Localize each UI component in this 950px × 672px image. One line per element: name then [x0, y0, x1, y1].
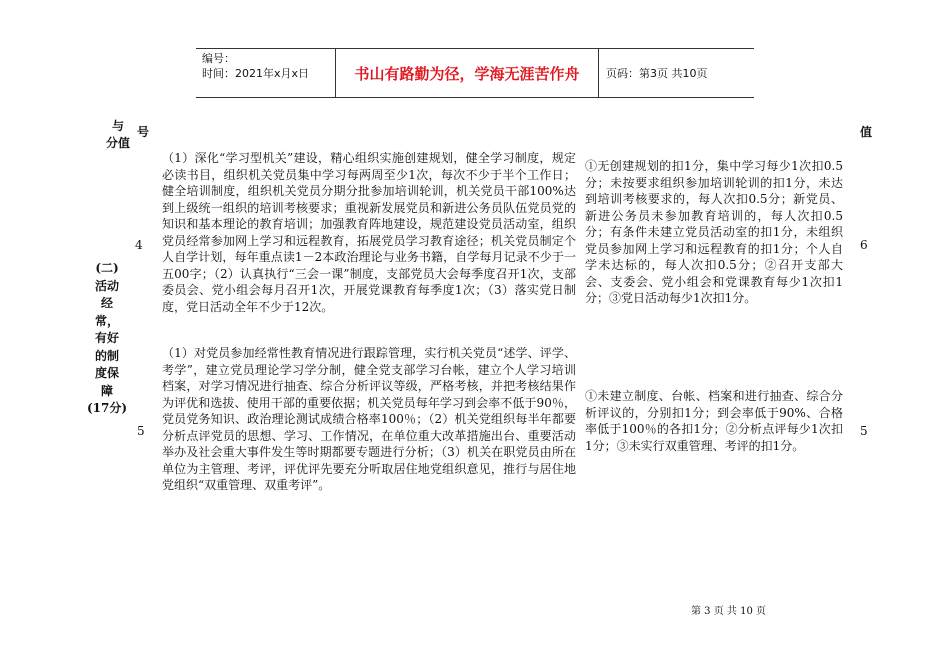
row-standard-text: （1）深化“学习型机关”建设，精心组织实施创建规划，健全学习制度，规定必读书目，组织机关党员集中学习每两周至少1次，每次不少于半个工作日；健全培训制度，组织机关党员分期分批参加培训轮训，机关党员干部100%达到上级统一组织的培训考核要求；重视新发展党员和新进公务员队伍党员党的知识和基本理论的教育培训；加强教育阵地建设，规范建设党员活动室，组织党员经常参加网上学习和远程教育，拓展党员学习教育途径；机关党员制定个人自学计划，每年重点读1－2本政治理论与业务书籍，自学每月记录不少于一五00字；（2）认真执行“三会一课”制度，支部党员大会每季度召开1次，支部委员会、党小组会每月召开1次，开展党课教育每季度1次；（3）落实党日制度，党日活动全年不少于12次。	[162, 151, 576, 314]
header-meta	[196, 49, 336, 97]
row-value: 6	[860, 238, 868, 252]
header-motto: 书山有路勤为径，学海无涯苦作舟	[336, 49, 599, 97]
section-title: (二) 活动 经 常， 有好 的制 度保 障 (17分)	[86, 261, 128, 415]
date-label: 时间：2021年x月x日	[202, 67, 310, 80]
row-value: 5	[860, 424, 868, 438]
page-footer: 第 3 页 共 10 页	[691, 606, 766, 617]
column-header-value: 值	[859, 125, 872, 139]
row-score: 5	[137, 424, 145, 438]
row-score: 4	[135, 238, 143, 252]
row-standard-text: （1）对党员参加经常性教育情况进行跟踪管理，实行机关党员“述学、评学、考学”，建立党员理论学习学分制，健全党支部学习台帐，建立个人学习培训档案，对学习情况进行抽查、综合分析评议等级，严格考核，并把考核结果作为评优和选拔、使用干部的重要依据；机关党员每年学习到会率不低于90％，党员党务知识、政治理论测试成绩合格率100％；（2）机关党组织每半年都要分析点评党员的思想、学习、工作情况，在单位重大改革措施出台、重要活动举办及社会重大事件发生等时期都要专题进行分析；（3）机关在职党员由所在单位为主管理、考评，评优评先要充分听取居住地党组织意见，推行与居住地党组织“双重管理、双重考评”。	[162, 346, 576, 492]
page-header	[196, 48, 754, 98]
row-deduction-text: ①未建立制度、台帐、档案和进行抽查、综合分析评议的，分别扣1分；到会率低于90%、合格率低于100％的各扣1分；②分析点评每少1次扣1分；③未实行双重管理、考评的扣1分。	[585, 389, 843, 453]
column-header-category: 与 分值	[105, 119, 130, 150]
column-header-number: 号	[136, 125, 149, 139]
row-deduction-text: ①无创建规划的扣1分，集中学习每少1次扣0.5分；未按要求组织参加培训轮训的扣1分，未达到培训考核要求的，每人次扣0.5分；新党员、新进公务员未参加教育培训的，每人次扣0.5分；有条件未建立党员活动室的扣1分，未组织党员参加网上学习和远程教育的扣1分；个人自学未达标的，每人次扣0.5分；②召开支部大会、支委会、党小组会和党课教育每少1次扣1分；③党日活动每少1次扣1分。	[585, 159, 843, 305]
page-number-label: 页码：第3页 共10页	[606, 67, 708, 80]
number-label: 编号：	[202, 52, 235, 65]
